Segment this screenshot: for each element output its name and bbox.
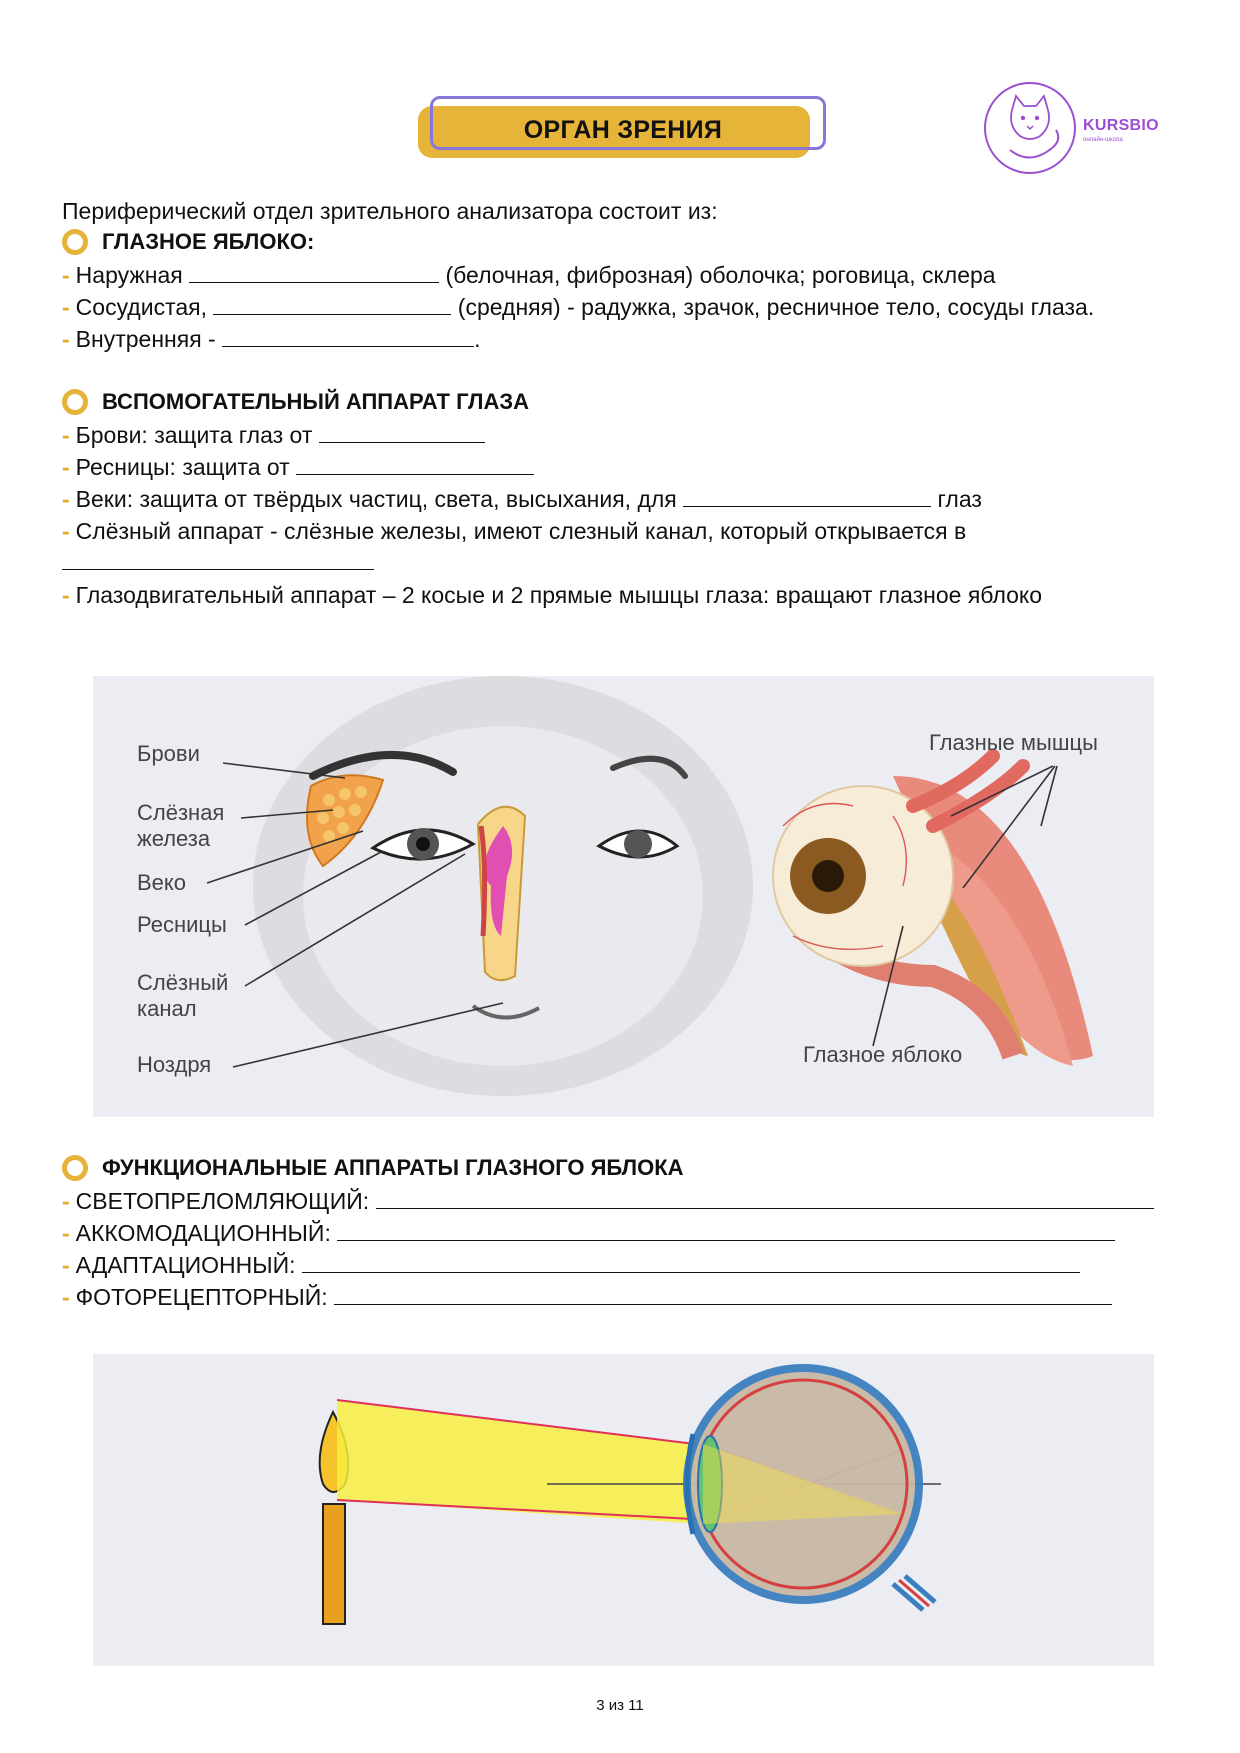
section-heading-accessory bbox=[62, 389, 529, 415]
list-item: - Внутренняя - . bbox=[62, 326, 481, 352]
list-item: - ФОТОРЕЦЕПТОРНЫЙ: bbox=[62, 1284, 1112, 1311]
left-pupil bbox=[416, 837, 430, 851]
dash-bullet-icon: - bbox=[62, 262, 70, 288]
list-item: - Ресницы: защита от bbox=[62, 454, 534, 481]
fill-blank[interactable] bbox=[222, 328, 474, 347]
label-eyelashes: Ресницы bbox=[137, 912, 227, 937]
list-item: - СВЕТОПРЕЛОМЛЯЮЩИЙ: bbox=[62, 1188, 1154, 1215]
ring-bullet-icon bbox=[62, 389, 88, 415]
logo-subtitle: онлайн-школа bbox=[1083, 137, 1123, 143]
eyeball-pupil bbox=[812, 860, 844, 892]
fill-blank[interactable] bbox=[213, 296, 451, 315]
dash-bullet-icon: - bbox=[62, 1220, 70, 1246]
fill-blank[interactable] bbox=[62, 551, 374, 570]
list-item: - Слёзный аппарат - слёзные железы, имеют слезный канал, который открывается в bbox=[62, 518, 967, 544]
dash-bullet-icon: - bbox=[62, 486, 70, 512]
list-item: - АДАПТАЦИОННЫЙ: bbox=[62, 1252, 1080, 1279]
dash-bullet-icon: - bbox=[62, 1284, 70, 1310]
label-eyelid: Веко bbox=[137, 870, 187, 895]
label-nostril: Ноздря bbox=[137, 1052, 212, 1077]
label-lacrimal-canal-1: Слёзный bbox=[137, 970, 229, 995]
fill-blank[interactable] bbox=[296, 456, 534, 475]
list-item: - Наружная (белочная, фиброзная) оболочка; роговица, склера bbox=[62, 262, 996, 288]
label-lacrimal-gland-1: Слёзная bbox=[137, 800, 225, 825]
list-item: - АККОМОДАЦИОННЫЙ: bbox=[62, 1220, 1115, 1247]
dash-bullet-icon: - bbox=[62, 1188, 70, 1214]
list-item: - Глазодвигательный аппарат – 2 косые и 2 прямые мышцы глаза: вращают глазное яблоко bbox=[62, 582, 1043, 608]
intro-text: Периферический отдел зрительного анализатора состоит из: bbox=[62, 198, 718, 224]
section-heading-functional bbox=[62, 1155, 684, 1181]
section-heading-eyeball bbox=[62, 229, 314, 255]
list-item-continuation bbox=[62, 549, 374, 576]
light-beam bbox=[337, 1400, 703, 1524]
dash-bullet-icon: - bbox=[62, 454, 70, 480]
list-item: - Брови: защита глаз от bbox=[62, 422, 485, 449]
page-number: 3 из 11 bbox=[596, 1697, 644, 1714]
fill-blank[interactable] bbox=[302, 1254, 1080, 1273]
dash-bullet-icon: - bbox=[62, 326, 70, 352]
ring-bullet-icon bbox=[62, 229, 88, 255]
section-heading-text: ГЛАЗНОЕ ЯБЛОКО: bbox=[102, 229, 315, 254]
section-heading-text: ФУНКЦИОНАЛЬНЫЕ АППАРАТЫ ГЛАЗНОГО ЯБЛОКА bbox=[102, 1155, 684, 1180]
ring-bullet-icon bbox=[62, 1155, 88, 1181]
dash-bullet-icon: - bbox=[62, 1252, 70, 1278]
title-banner bbox=[418, 96, 828, 162]
candle-body bbox=[323, 1504, 345, 1624]
fill-blank[interactable] bbox=[376, 1190, 1154, 1209]
fill-blank[interactable] bbox=[319, 424, 485, 443]
fill-blank[interactable] bbox=[189, 264, 439, 283]
label-lacrimal-canal-2: канал bbox=[137, 996, 197, 1021]
section-heading-text: ВСПОМОГАТЕЛЬНЫЙ АППАРАТ ГЛАЗА bbox=[102, 389, 530, 414]
list-item: - Веки: защита от твёрдых частиц, света, высыхания, для глаз bbox=[62, 486, 982, 512]
dash-bullet-icon: - bbox=[62, 294, 70, 320]
right-iris bbox=[624, 830, 652, 858]
accessory-apparatus-illustration bbox=[93, 676, 1154, 1117]
page-title: ОРГАН ЗРЕНИЯ bbox=[523, 116, 723, 144]
dash-bullet-icon: - bbox=[62, 422, 70, 448]
refraction-illustration bbox=[93, 1354, 1154, 1666]
label-eyebrows: Брови bbox=[137, 741, 200, 766]
fill-blank[interactable] bbox=[683, 488, 931, 507]
accessory-apparatus-figure bbox=[93, 676, 1154, 1117]
list-item: - Сосудистая, (средняя) - радужка, зрачок, ресничное тело, сосуды глаза. bbox=[62, 294, 1095, 320]
dash-bullet-icon: - bbox=[62, 582, 70, 608]
label-eyeball: Глазное яблоко bbox=[803, 1042, 963, 1067]
logo-wordmark: KURSBIO bbox=[1083, 117, 1159, 134]
label-eye-muscles: Глазные мышцы bbox=[929, 730, 1098, 755]
label-lacrimal-gland-2: железа bbox=[137, 826, 211, 851]
fill-blank[interactable] bbox=[334, 1286, 1112, 1305]
refraction-figure bbox=[93, 1354, 1154, 1666]
fill-blank[interactable] bbox=[337, 1222, 1115, 1241]
dash-bullet-icon: - bbox=[62, 518, 70, 544]
